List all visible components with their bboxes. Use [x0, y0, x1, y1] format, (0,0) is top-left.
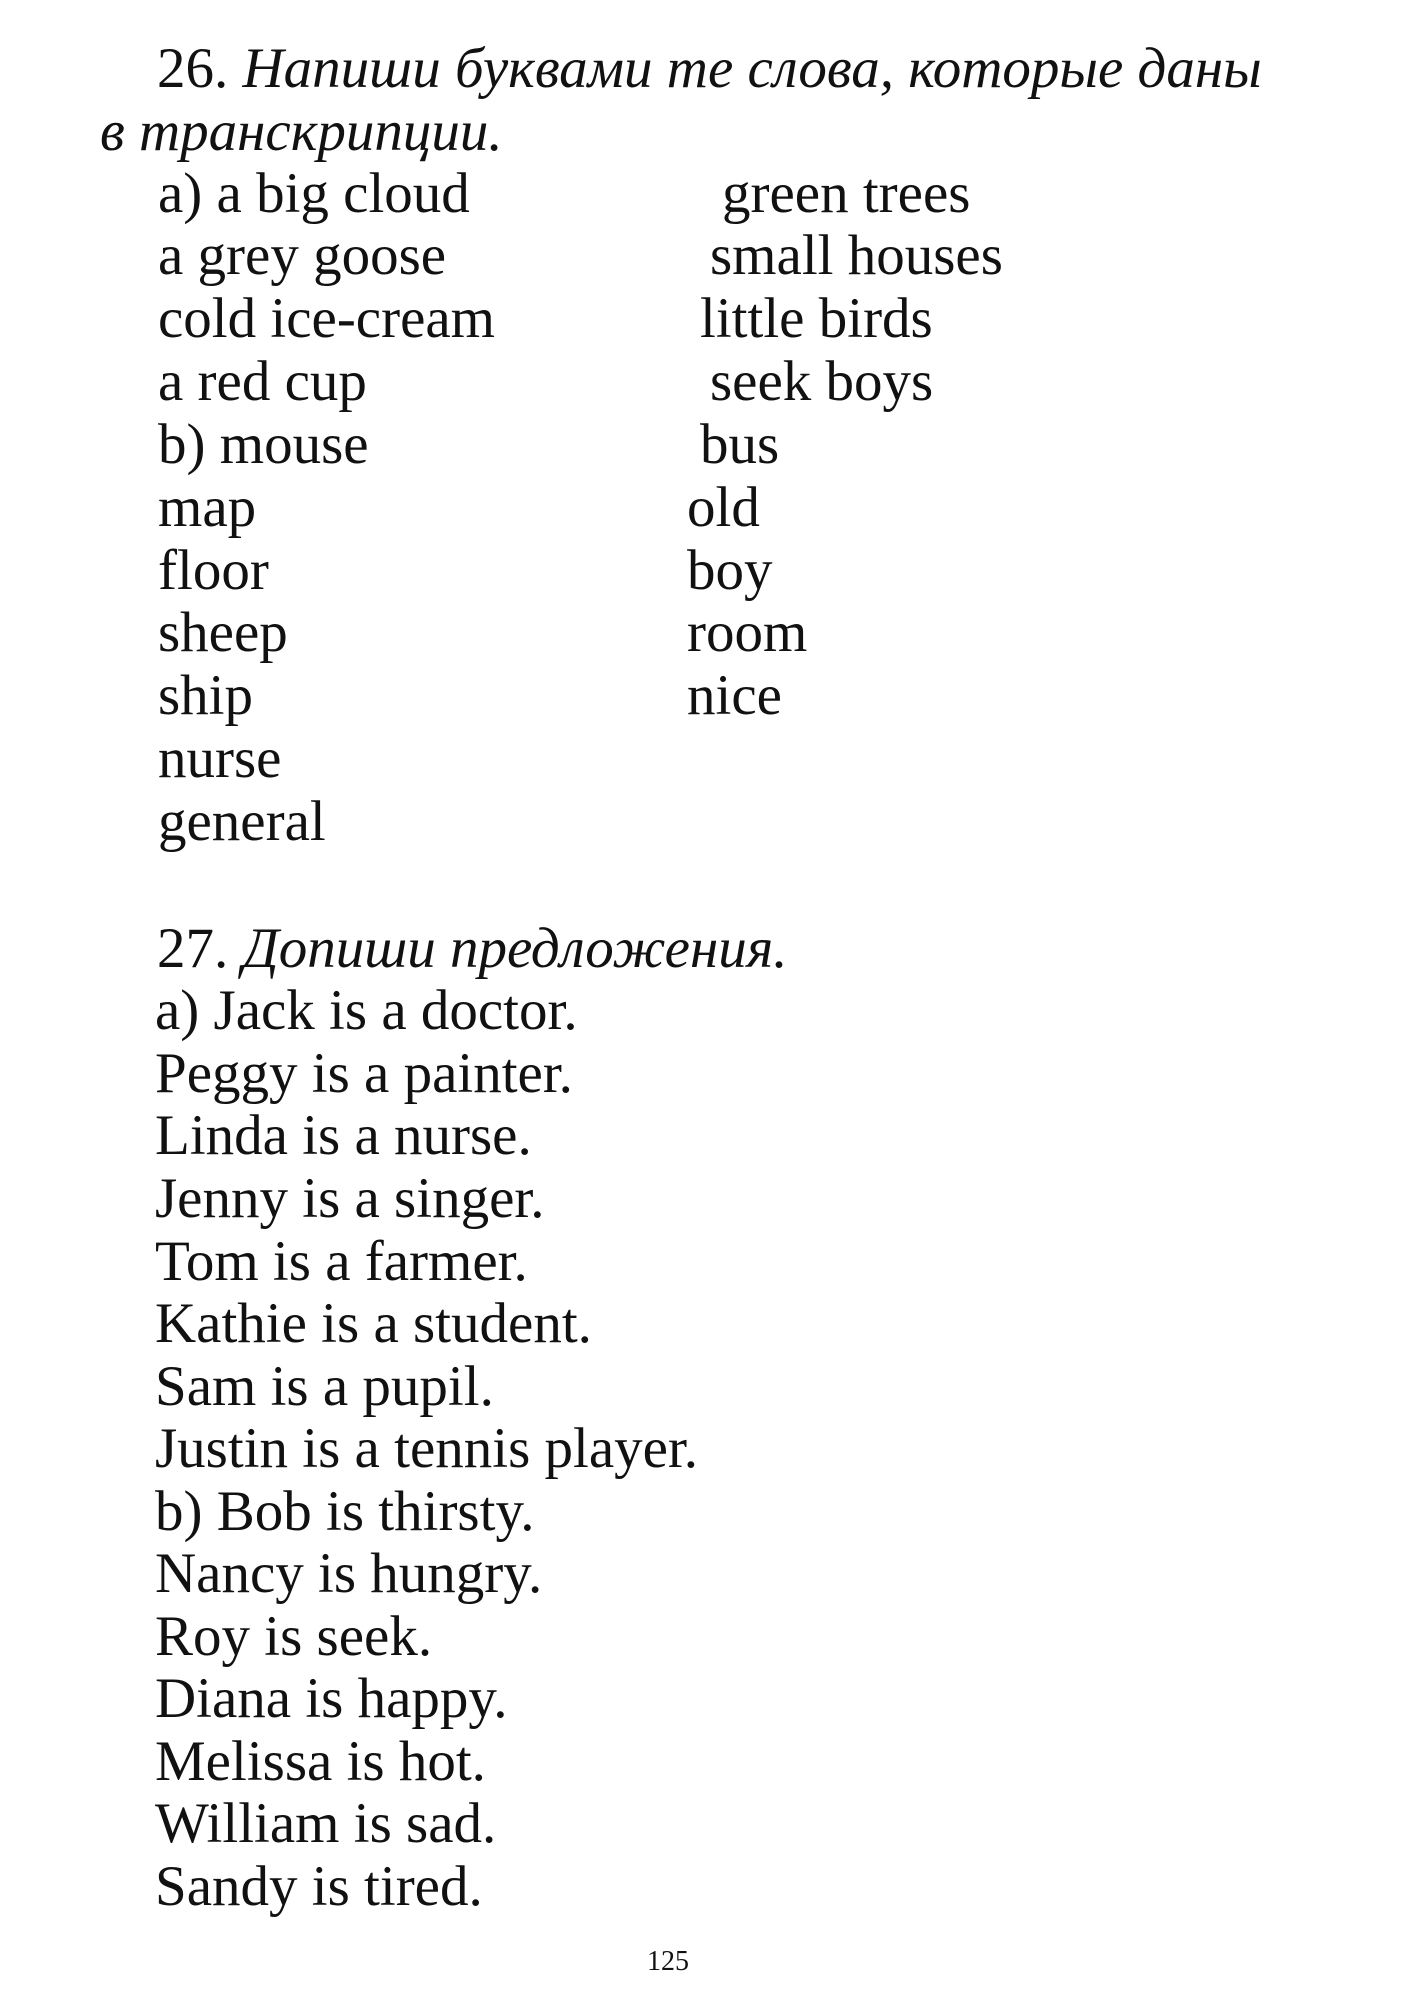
ex27-sentence: Roy is seek. — [155, 1605, 433, 1668]
exercise-27-heading — [157, 918, 787, 980]
ex27-sentence: Melissa is hot. — [155, 1730, 486, 1793]
ex27-sentence: Sandy is tired. — [155, 1855, 483, 1918]
ex26-left-item: general — [158, 790, 326, 853]
ex26-right-item: green trees — [722, 162, 971, 225]
ex26-right-item: little birds — [700, 287, 933, 350]
ex27-sentence: Tom is a farmer. — [155, 1230, 528, 1293]
exercise-26-heading — [157, 38, 1262, 100]
ex27-sentence: Peggy is a painter. — [155, 1042, 573, 1105]
page-number: 125 — [647, 1946, 689, 1977]
ex26-left-item: floor — [158, 539, 269, 602]
ex26-right-item: room — [687, 601, 808, 664]
ex26-right-item: boy — [687, 539, 773, 602]
ex26-left-item: sheep — [158, 601, 288, 664]
ex26-right-item: old — [687, 476, 760, 539]
exercise-26-title-line1: Напиши буквами те слова, которые даны — [242, 37, 1262, 100]
ex26-right-item: small houses — [710, 224, 1003, 287]
ex27-sentence: Linda is a nurse. — [155, 1104, 532, 1167]
ex26-left-item: a) a big cloud — [158, 162, 470, 225]
exercise-26-title-line2: в транскрипции. — [100, 100, 503, 163]
ex27-sentence: b) Bob is thirsty. — [155, 1480, 535, 1543]
ex26-right-item: seek boys — [710, 350, 934, 413]
ex26-right-item: nice — [687, 664, 782, 727]
ex27-sentence: Sam is a pupil. — [155, 1355, 494, 1418]
ex26-left-item: nurse — [158, 727, 282, 790]
ex27-sentence: William is sad. — [155, 1792, 497, 1855]
ex27-sentence: Diana is happy. — [155, 1667, 508, 1730]
ex26-left-item: a grey goose — [158, 224, 447, 287]
ex27-sentence: Jenny is a singer. — [155, 1167, 545, 1230]
ex27-sentence: Justin is a tennis player. — [155, 1417, 699, 1480]
ex26-left-item: cold ice-cream — [158, 287, 496, 350]
exercise-27-number: 27. — [157, 917, 229, 980]
ex27-sentence: Kathie is a student. — [155, 1292, 592, 1355]
ex26-left-item: map — [158, 476, 257, 539]
exercise-27-title: Допиши предложения. — [242, 917, 788, 980]
ex26-left-item: b) mouse — [158, 413, 369, 476]
ex26-left-item: a red cup — [158, 350, 367, 413]
exercise-26-number: 26. — [157, 37, 229, 100]
ex27-sentence: a) Jack is a doctor. — [155, 979, 578, 1042]
ex27-sentence: Nancy is hungry. — [155, 1542, 543, 1605]
ex26-left-item: ship — [158, 664, 254, 727]
ex26-right-item: bus — [700, 413, 780, 476]
